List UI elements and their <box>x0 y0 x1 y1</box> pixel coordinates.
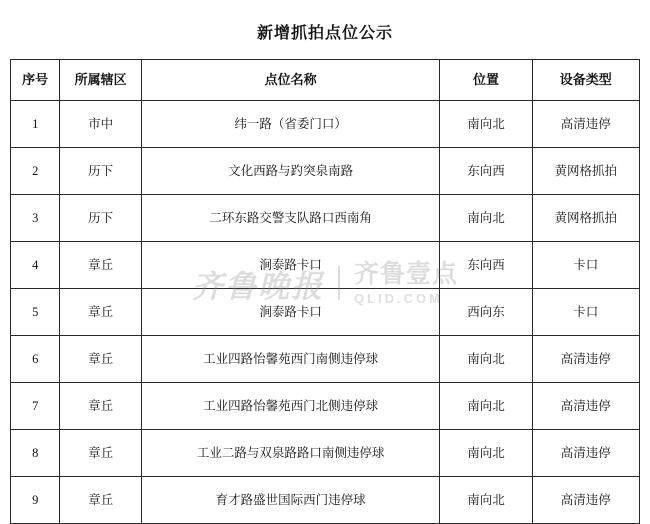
cell-name: 工业二路与双泉路路口南侧违停球 <box>141 430 439 477</box>
table-container <box>0 59 650 524</box>
cell-direction: 南向北 <box>440 195 532 242</box>
cell-district: 章丘 <box>60 383 142 430</box>
cell-direction: 西向东 <box>440 289 532 336</box>
table-row <box>11 383 640 430</box>
column-header-name: 点位名称 <box>141 60 439 101</box>
cell-index: 8 <box>11 430 60 477</box>
watermark-left-text: 齐鲁晚报 <box>191 268 324 304</box>
cell-type: 高清违停 <box>532 336 639 383</box>
watermark-right-subtext: QLID.COM <box>353 290 443 306</box>
cell-type: 高清违停 <box>532 383 639 430</box>
cell-direction: 东向西 <box>440 148 532 195</box>
cell-index: 7 <box>11 383 60 430</box>
column-header-district: 所属辖区 <box>60 60 142 101</box>
column-header-index: 序号 <box>11 60 60 101</box>
cell-name: 二环东路交警支队路口西南角 <box>141 195 439 242</box>
cell-district: 章丘 <box>60 336 142 383</box>
cell-name: 涧泰路卡口 <box>141 289 439 336</box>
cell-type: 高清违停 <box>532 101 639 148</box>
cell-name: 工业四路怡馨苑西门北侧违停球 <box>141 383 439 430</box>
cell-name: 工业四路怡馨苑西门南侧违停球 <box>141 336 439 383</box>
table-header-row <box>11 60 640 101</box>
cell-index: 9 <box>11 477 60 524</box>
cell-index: 5 <box>11 289 60 336</box>
cell-district: 历下 <box>60 195 142 242</box>
table-row <box>11 242 640 289</box>
table-row <box>11 430 640 477</box>
cell-index: 1 <box>11 101 60 148</box>
cell-type: 卡口 <box>532 289 639 336</box>
watermark-right-text: 齐鲁壹点 <box>353 260 458 288</box>
table-header <box>11 60 640 101</box>
cell-name: 育才路盛世国际西门违停球 <box>141 477 439 524</box>
cell-type: 黄网格抓拍 <box>532 195 639 242</box>
points-table <box>10 59 640 524</box>
cell-district: 市中 <box>60 101 142 148</box>
table-row <box>11 195 640 242</box>
cell-name: 涧泰路卡口 <box>141 242 439 289</box>
cell-type: 高清违停 <box>532 477 639 524</box>
cell-index: 3 <box>11 195 60 242</box>
cell-index: 6 <box>11 336 60 383</box>
cell-district: 章丘 <box>60 477 142 524</box>
cell-type: 卡口 <box>532 242 639 289</box>
cell-name: 纬一路（省委门口） <box>141 101 439 148</box>
page-title: 新增抓拍点位公示 <box>256 25 393 42</box>
cell-direction: 南向北 <box>440 336 532 383</box>
cell-type: 高清违停 <box>532 430 639 477</box>
cell-district: 章丘 <box>60 242 142 289</box>
table-row <box>11 148 640 195</box>
cell-direction: 南向北 <box>440 477 532 524</box>
cell-direction: 东向西 <box>440 242 532 289</box>
cell-district: 章丘 <box>60 430 142 477</box>
cell-direction: 南向北 <box>440 430 532 477</box>
table-row <box>11 477 640 524</box>
cell-district: 历下 <box>60 148 142 195</box>
cell-index: 4 <box>11 242 60 289</box>
cell-index: 2 <box>11 148 60 195</box>
table-row <box>11 289 640 336</box>
cell-district: 章丘 <box>60 289 142 336</box>
table-row <box>11 101 640 148</box>
column-header-type: 设备类型 <box>532 60 639 101</box>
cell-direction: 南向北 <box>440 101 532 148</box>
table-row <box>11 336 640 383</box>
cell-name: 文化西路与趵突泉南路 <box>141 148 439 195</box>
cell-direction: 南向北 <box>440 383 532 430</box>
table-body <box>11 101 640 524</box>
column-header-direction: 位置 <box>440 60 532 101</box>
cell-type: 黄网格抓拍 <box>532 148 639 195</box>
